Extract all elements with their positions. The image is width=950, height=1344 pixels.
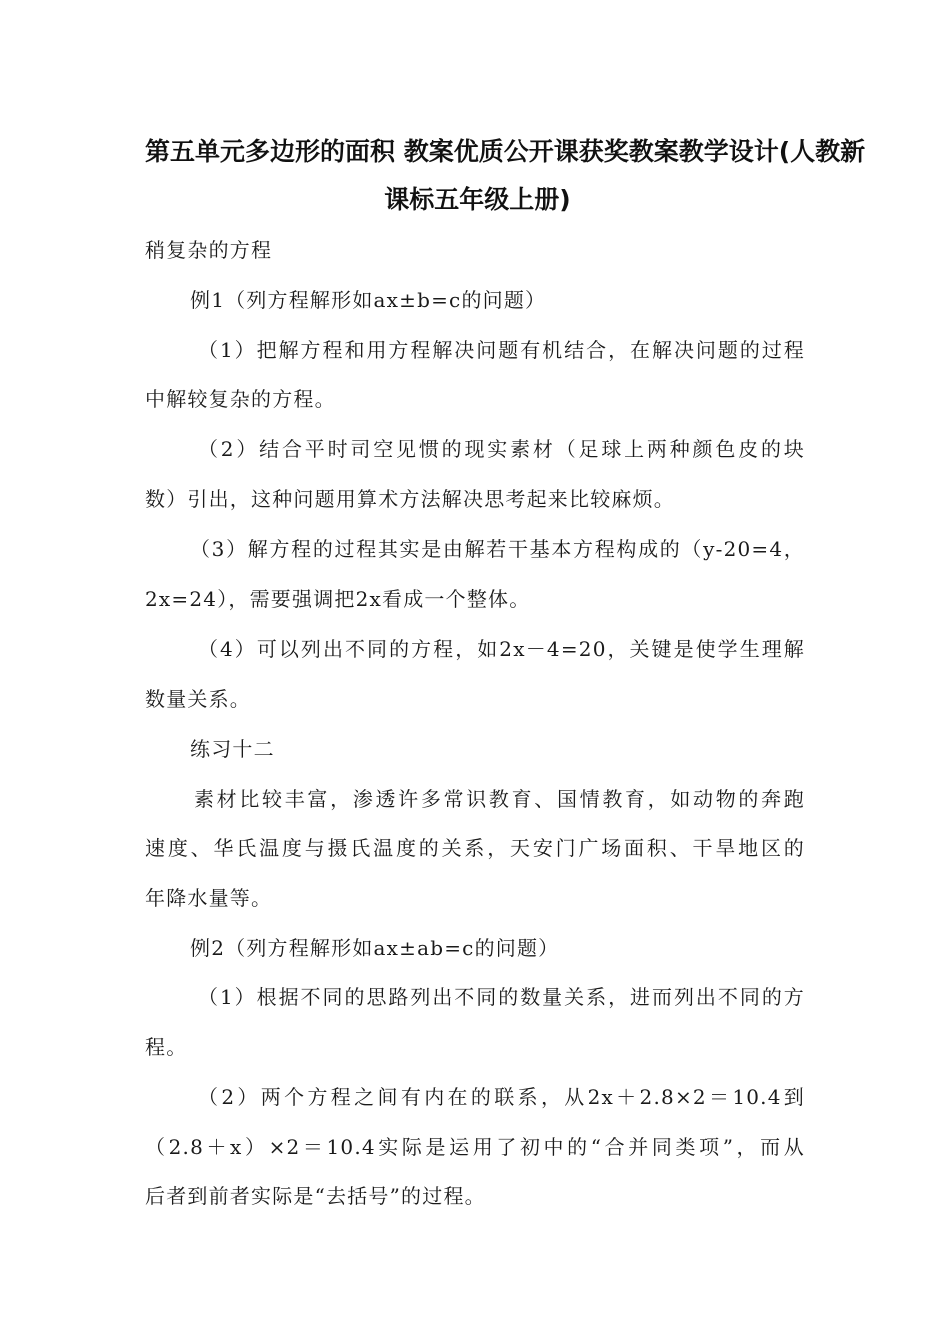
example-1-point-4-line-2: 数量关系。 (145, 687, 251, 711)
example-2-title: 例2（列方程解形如ax±ab=c的问题） (190, 936, 560, 960)
example-1-point-1-line-2: 中解较复杂的方程。 (145, 387, 336, 411)
section-heading: 稍复杂的方程 (145, 238, 273, 262)
example-1-point-2-line-2: 数）引出，这种问题用算术方法解决思考起来比较麻烦。 (145, 487, 675, 511)
exercise-title: 练习十二 (190, 737, 275, 761)
exercise-paragraph-line-1: 素材比较丰富，渗透许多常识教育、国情教育，如动物的奔跑 (194, 787, 805, 811)
example-2-point-1-line-2: 程。 (145, 1035, 188, 1059)
example-2-point-1-line-1: （1）根据不同的思路列出不同的数量关系，进而列出不同的方 (198, 985, 805, 1009)
example-1-point-3-line-1: （3）解方程的过程其实是由解若干基本方程构成的（y-20=4， (190, 537, 805, 561)
document-title-line-2: 课标五年级上册) (384, 185, 571, 214)
exercise-paragraph-line-2: 速度、华氏温度与摄氏温度的关系，天安门广场面积、干旱地区的 (145, 836, 805, 860)
example-2-point-2-line-3: 后者到前者实际是“去括号”的过程。 (145, 1184, 486, 1208)
document-title-line-1: 第五单元多边形的面积 教案优质公开课获奖教案教学设计(人教新 (145, 137, 866, 166)
example-2-point-2-line-2: （2.8＋x）×2＝10.4实际是运用了初中的“合并同类项”，而从 (145, 1135, 805, 1159)
example-1-title: 例1（列方程解形如ax±b=c的问题） (190, 288, 547, 312)
example-1-point-2-line-1: （2）结合平时司空见惯的现实素材（足球上两种颜色皮的块 (198, 437, 805, 461)
example-1-point-1-line-1: （1）把解方程和用方程解决问题有机结合，在解决问题的过程 (198, 338, 805, 362)
example-2-point-2-line-1: （2）两个方程之间有内在的联系，从2x＋2.8×2＝10.4到 (198, 1085, 805, 1109)
example-1-point-4-line-1: （4）可以列出不同的方程，如2x－4=20，关键是使学生理解 (198, 637, 805, 661)
exercise-paragraph-line-3: 年降水量等。 (145, 886, 273, 910)
example-1-point-3-line-2: 2x=24），需要强调把2x看成一个整体。 (145, 587, 531, 611)
